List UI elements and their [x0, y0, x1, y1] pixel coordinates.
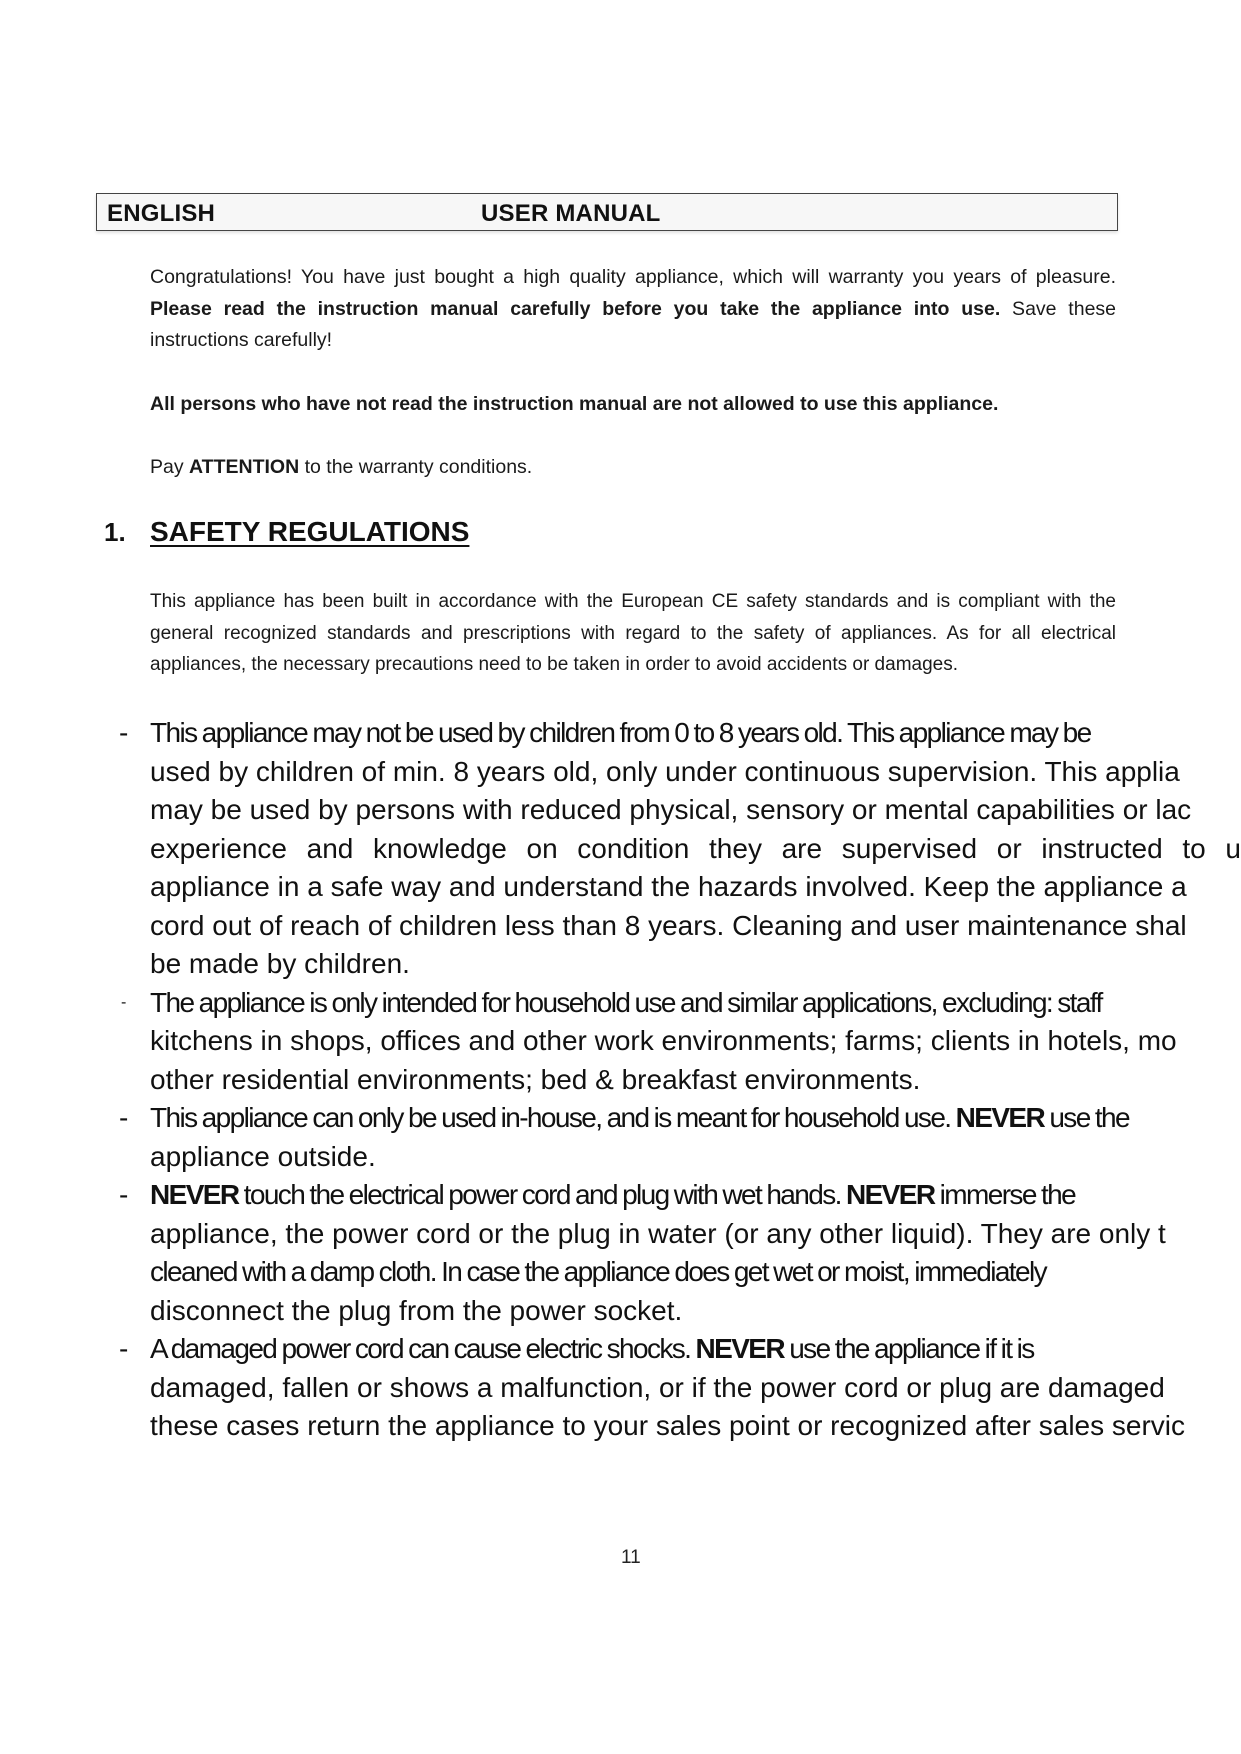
bullet-text: This appliance can only be used in-house, and is meant for household use. — [150, 1102, 956, 1133]
never-word: NEVER — [150, 1179, 239, 1210]
list-item — [115, 1176, 1241, 1330]
word: experience — [150, 832, 287, 864]
bullet-dash: - — [119, 717, 129, 748]
intro-text: Save these instructions carefully! — [150, 297, 1117, 351]
warranty-text: Pay — [150, 456, 190, 478]
list-item — [115, 714, 1241, 984]
word: instructed — [1041, 832, 1163, 864]
bullet-line: used by children of min. 8 years old, only under continuous supervision. This applia — [150, 755, 1180, 787]
attention-word: ATTENTION — [189, 456, 300, 478]
word: they — [709, 832, 762, 864]
bullet-line — [150, 1099, 1129, 1138]
bullet-line — [150, 830, 1241, 869]
bullet-line: appliance outside. — [150, 1140, 376, 1172]
section-heading — [104, 516, 469, 548]
bullet-dash: - — [121, 993, 127, 1011]
bullet-text: A damaged power cord can cause electric shocks. — [150, 1333, 696, 1364]
bullet-text: use the — [1044, 1102, 1129, 1133]
word: on — [526, 832, 558, 864]
bullet-line: appliance in a safe way and understand the hazards involved. Keep the appliance a — [150, 871, 1187, 902]
bullet-line: cleaned with a damp cloth. In case the appliance does get wet or moist, immediately — [150, 1256, 1046, 1287]
bullet-dash: - — [119, 1102, 129, 1133]
intro-paragraph — [150, 262, 1116, 357]
word: supervised — [841, 832, 978, 864]
word: condition — [577, 832, 690, 864]
bullet-line: disconnect the plug from the power socket. — [150, 1294, 683, 1326]
list-item — [115, 984, 1241, 1100]
page-number: 11 — [621, 1547, 641, 1568]
word: to — [1182, 832, 1206, 864]
bullet-line: cord out of reach of children less than 8 years. Cleaning and user maintenance shal — [150, 909, 1187, 941]
manual-title: USER MANUAL — [481, 200, 661, 227]
list-item — [115, 1330, 1241, 1446]
list-item — [115, 1099, 1241, 1176]
bullet-line: appliance, the power cord or the plug in water (or any other liquid). They are only t — [150, 1217, 1166, 1249]
bullet-text: touch the electrical power cord and plug with wet hands. — [238, 1179, 846, 1210]
bullet-line: kitchens in shops, offices and other work environments; farms; clients in hotels, mo — [150, 1025, 1177, 1056]
never-word: NEVER — [955, 1102, 1045, 1133]
bullet-line: may be used by persons with reduced physical, sensory or mental capabilities or lac — [150, 794, 1192, 825]
section-number: 1. — [104, 517, 126, 547]
safety-intro-paragraph: This appliance has been built in accordance with the European CE safety standards and is compliant with the general recognized standards and prescriptions with regard to the safety of appliances. As for all electrical appliances, the necessary precautions need to be taken in order to avoid accidents or damages. — [150, 591, 1116, 675]
bullet-line — [150, 1330, 1116, 1369]
word: and — [306, 832, 354, 864]
bullet-line: be made by children. — [150, 948, 410, 979]
word: u — [1225, 832, 1241, 864]
warning-paragraph: All persons who have not read the instruction manual are not allowed to use this appliance. — [150, 393, 999, 415]
section-title: SAFETY REGULATIONS — [150, 516, 470, 547]
header-bar — [96, 193, 1118, 231]
bullet-dash: - — [119, 1179, 129, 1210]
word: knowledge — [372, 832, 507, 864]
intro-text: Congratulations! You have just bought a high quality appliance, which will warranty you years of pleasure. — [150, 266, 1116, 288]
intro-bold-text: Please read the instruction manual carefully before you take the appliance into use. — [150, 297, 1001, 320]
bullet-text: use the appliance if it is — [784, 1333, 1034, 1364]
bullet-text: immerse the — [934, 1179, 1076, 1210]
bullet-line: This appliance may not be used by children from 0 to 8 years old. This appliance may be — [150, 717, 1091, 748]
word: are — [781, 832, 823, 864]
bullet-line: The appliance is only intended for household use and similar applications, excluding: staff — [150, 986, 1102, 1018]
bullet-line — [150, 1176, 1116, 1215]
never-word: NEVER — [695, 1333, 785, 1364]
bullet-line: these cases return the appliance to your sales point or recognized after sales servic — [150, 1410, 1186, 1441]
warranty-note — [150, 452, 1116, 484]
warranty-text: to the warranty conditions. — [299, 456, 533, 478]
safety-bullet-list — [115, 714, 1241, 1446]
language-label: ENGLISH — [107, 200, 216, 227]
word: or — [996, 832, 1022, 864]
bullet-line: other residential environments; bed & breakfast environments. — [150, 1063, 921, 1095]
bullet-line: damaged, fallen or shows a malfunction, or if the power cord or plug are damaged — [150, 1371, 1165, 1403]
bullet-dash: - — [119, 1333, 129, 1364]
never-word: NEVER — [845, 1179, 935, 1210]
